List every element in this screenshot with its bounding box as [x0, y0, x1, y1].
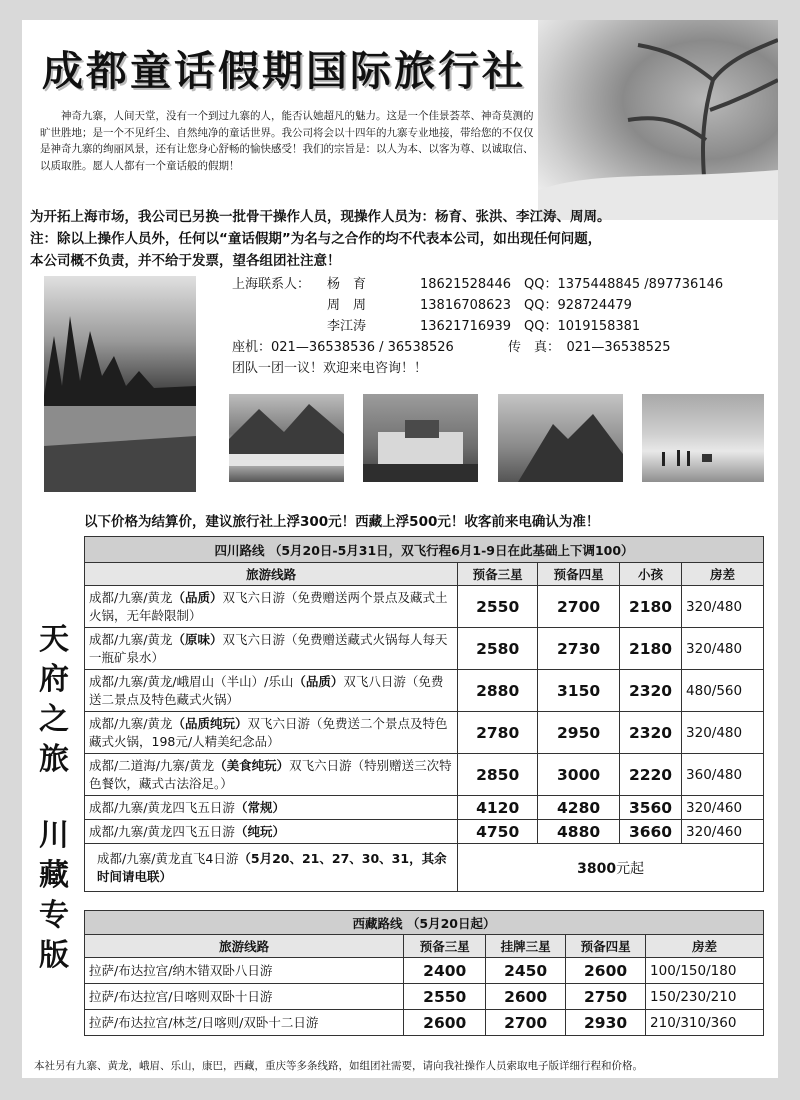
price-cell: 2550	[458, 586, 538, 628]
room-diff-cell: 100/150/180	[646, 958, 764, 984]
price-cell: 2600	[404, 1010, 486, 1036]
route-cell: 成都/二道海/九寨/黄龙（美食纯玩）双飞六日游（特别赠送三次特色餐饮，藏式古法浴足。）	[85, 754, 458, 796]
price-cell: 2400	[404, 958, 486, 984]
fax: 传 真： 021—36538525	[508, 340, 671, 355]
table-row	[85, 1010, 764, 1036]
notice-line-2: 注：除以上操作人员外，任何以“童话假期”为名与之合作的均不代表本公司，如出现任何问题，	[30, 231, 602, 247]
price-cell: 2600	[486, 984, 566, 1010]
intro-paragraph: 神奇九寨，人间天堂，没有一个到过九寨的人，能否认她超凡的魅力。这是一个佳景荟萃、神奇莫测的旷世胜地；是一个不见纤尘、自然纯净的童话世界。我公司将会以十四年的九寨专业地接，带给您的不仅仅是神奇九寨的绚丽风景，还有让您身心舒畅的愉快感受！我们的宗旨是：以人为本、以客为尊、以诚取信、以质取胜。愿人人都有一个童话般的假期！	[40, 110, 534, 172]
route-cell: 拉萨/布达拉宫/纳木错双卧八日游	[85, 958, 404, 984]
room-diff-cell: 320/460	[682, 796, 764, 820]
column-header: 预备四星	[566, 935, 646, 958]
contact-name: 周 周	[327, 298, 367, 313]
column-header: 预备三星	[458, 563, 538, 586]
tree-branches-graphic	[538, 20, 778, 220]
room-diff-cell: 360/480	[682, 754, 764, 796]
contact-qq: QQ：1375448845 /897736146	[524, 277, 724, 292]
contact-qq: QQ：928724479	[524, 298, 632, 313]
column-header: 预备三星	[404, 935, 486, 958]
route-cell: 成都/九寨/黄龙/峨眉山（半山）/乐山（品质）双飞八日游（免费送二景点及特色藏式火锅）	[85, 670, 458, 712]
flyer-page	[22, 20, 778, 1078]
price-cell: 2580	[458, 628, 538, 670]
price-cell: 3800元起	[458, 844, 764, 892]
side-char: 藏	[39, 858, 69, 893]
notice-line-1: 为开拓上海市场，我公司已另换一批骨干操作人员，现操作人员为：杨育、张洪、李江涛、周周。	[30, 209, 611, 225]
price-cell: 2930	[566, 1010, 646, 1036]
price-cell: 3660	[620, 820, 682, 844]
route-cell: 成都/九寨/黄龙（品质）双飞六日游（免费赠送两个景点及藏式土火锅，无年龄限制）	[85, 586, 458, 628]
tibet-subtitle: （5月20日起）	[406, 915, 496, 931]
column-header: 旅游线路	[85, 563, 458, 586]
column-header: 房差	[646, 935, 764, 958]
room-diff-cell: 150/230/210	[646, 984, 764, 1010]
tree-landscape-photo	[538, 20, 778, 220]
lakeshore-people-photo	[642, 394, 764, 482]
footer-note: 本社另有九寨、黄龙，峨眉、乐山，康巴，西藏，重庆等多条线路，如组团社需要，请向我社操作人员索取电子版详细行程和价格。	[34, 1060, 643, 1072]
route-cell: 成都/九寨/黄龙四飞五日游（常规）	[85, 796, 458, 820]
staff-notice	[30, 206, 770, 272]
price-cell: 4880	[538, 820, 620, 844]
agency-title: 成都童话假期国际旅行社	[42, 47, 526, 95]
table-row	[85, 958, 764, 984]
route-cell: 成都/九寨/黄龙直飞4日游（5月20、21、27、30、31，其余时间请电联）	[85, 844, 458, 892]
price-cell: 2550	[404, 984, 486, 1010]
route-cell: 拉萨/布达拉宫/日喀则双卧十日游	[85, 984, 404, 1010]
side-label-top	[30, 620, 78, 780]
room-diff-cell: 480/560	[682, 670, 764, 712]
price-cell: 4280	[538, 796, 620, 820]
mountain-peak-photo	[498, 394, 623, 482]
price-cell: 3150	[538, 670, 620, 712]
route-cell: 成都/九寨/黄龙四飞五日游（纯玩）	[85, 820, 458, 844]
column-header: 房差	[682, 563, 764, 586]
sichuan-price-table	[84, 536, 764, 892]
column-header: 预备四星	[538, 563, 620, 586]
side-char: 府	[39, 662, 69, 697]
side-char: 川	[39, 818, 69, 853]
room-diff-cell: 320/480	[682, 712, 764, 754]
table-row	[85, 670, 764, 712]
price-cell: 2180	[620, 628, 682, 670]
room-diff-cell: 320/480	[682, 628, 764, 670]
sichuan-title: 四川路线	[214, 542, 265, 558]
contact-phone: 13816708623	[420, 298, 511, 313]
potala-palace-photo	[363, 394, 478, 482]
contact-name: 李江涛	[327, 319, 367, 334]
price-cell: 2220	[620, 754, 682, 796]
contact-name: 杨 育	[327, 277, 367, 292]
room-diff-cell: 320/480	[682, 586, 764, 628]
price-cell: 4120	[458, 796, 538, 820]
table-row	[85, 820, 764, 844]
mountain-lake-photo	[229, 394, 344, 482]
side-label-bottom	[30, 816, 78, 976]
price-cell: 2750	[566, 984, 646, 1010]
side-char: 旅	[39, 742, 69, 777]
price-cell: 2320	[620, 712, 682, 754]
table-row	[85, 984, 764, 1010]
price-cell: 2850	[458, 754, 538, 796]
side-char: 天	[39, 622, 69, 657]
price-cell: 2320	[620, 670, 682, 712]
contact-phone: 18621528446	[420, 277, 511, 292]
sichuan-header	[85, 537, 764, 563]
price-cell: 3000	[538, 754, 620, 796]
route-cell: 成都/九寨/黄龙（原味）双飞六日游（免费赠送藏式火锅每人每天一瓶矿泉水）	[85, 628, 458, 670]
room-diff-cell: 320/460	[682, 820, 764, 844]
price-cell: 2950	[538, 712, 620, 754]
route-cell: 拉萨/布达拉宫/林芝/日喀则/双卧十二日游	[85, 1010, 404, 1036]
sichuan-subtitle: （5月20日-5月31日，双飞行程6月1-9日在此基础上下调100）	[268, 542, 634, 558]
price-cell: 2700	[486, 1010, 566, 1036]
landline: 座机：021—36538536 / 36538526	[232, 340, 454, 355]
tibet-price-table	[84, 910, 764, 1036]
table-row	[85, 754, 764, 796]
price-cell: 2600	[566, 958, 646, 984]
table-row	[85, 844, 764, 892]
price-cell: 2880	[458, 670, 538, 712]
side-char: 版	[39, 938, 69, 973]
column-header: 小孩	[620, 563, 682, 586]
table-row	[85, 586, 764, 628]
welcome-text: 团队一团一议！欢迎来电咨询！！	[232, 361, 428, 376]
room-diff-cell: 210/310/360	[646, 1010, 764, 1036]
price-cell: 2180	[620, 586, 682, 628]
contact-label: 上海联系人：	[232, 277, 311, 292]
table-row	[85, 628, 764, 670]
route-cell: 成都/九寨/黄龙（品质纯玩）双飞六日游（免费送二个景点及特色藏式火锅，198元/人精美纪念品）	[85, 712, 458, 754]
contact-phone: 13621716939	[420, 319, 511, 334]
price-note: 以下价格为结算价，建议旅行社上浮300元！西藏上浮500元！收客前来电确认为准！	[84, 514, 600, 530]
side-char: 之	[39, 702, 69, 737]
price-cell: 2450	[486, 958, 566, 984]
price-cell: 2700	[538, 586, 620, 628]
price-cell: 3560	[620, 796, 682, 820]
contact-qq: QQ：1019158381	[524, 319, 641, 334]
side-char: 专	[39, 898, 69, 933]
column-header: 挂牌三星	[486, 935, 566, 958]
price-cell: 4750	[458, 820, 538, 844]
table-row	[85, 796, 764, 820]
price-cell: 2730	[538, 628, 620, 670]
price-cell: 2780	[458, 712, 538, 754]
lake-forest-photo	[44, 276, 196, 492]
tibet-title: 西藏路线	[352, 915, 403, 931]
table-row	[85, 712, 764, 754]
notice-line-3: 本公司概不负责，并不给于发票，望各组团社注意！	[30, 253, 341, 269]
tibet-header	[85, 911, 764, 935]
column-header: 旅游线路	[85, 935, 404, 958]
